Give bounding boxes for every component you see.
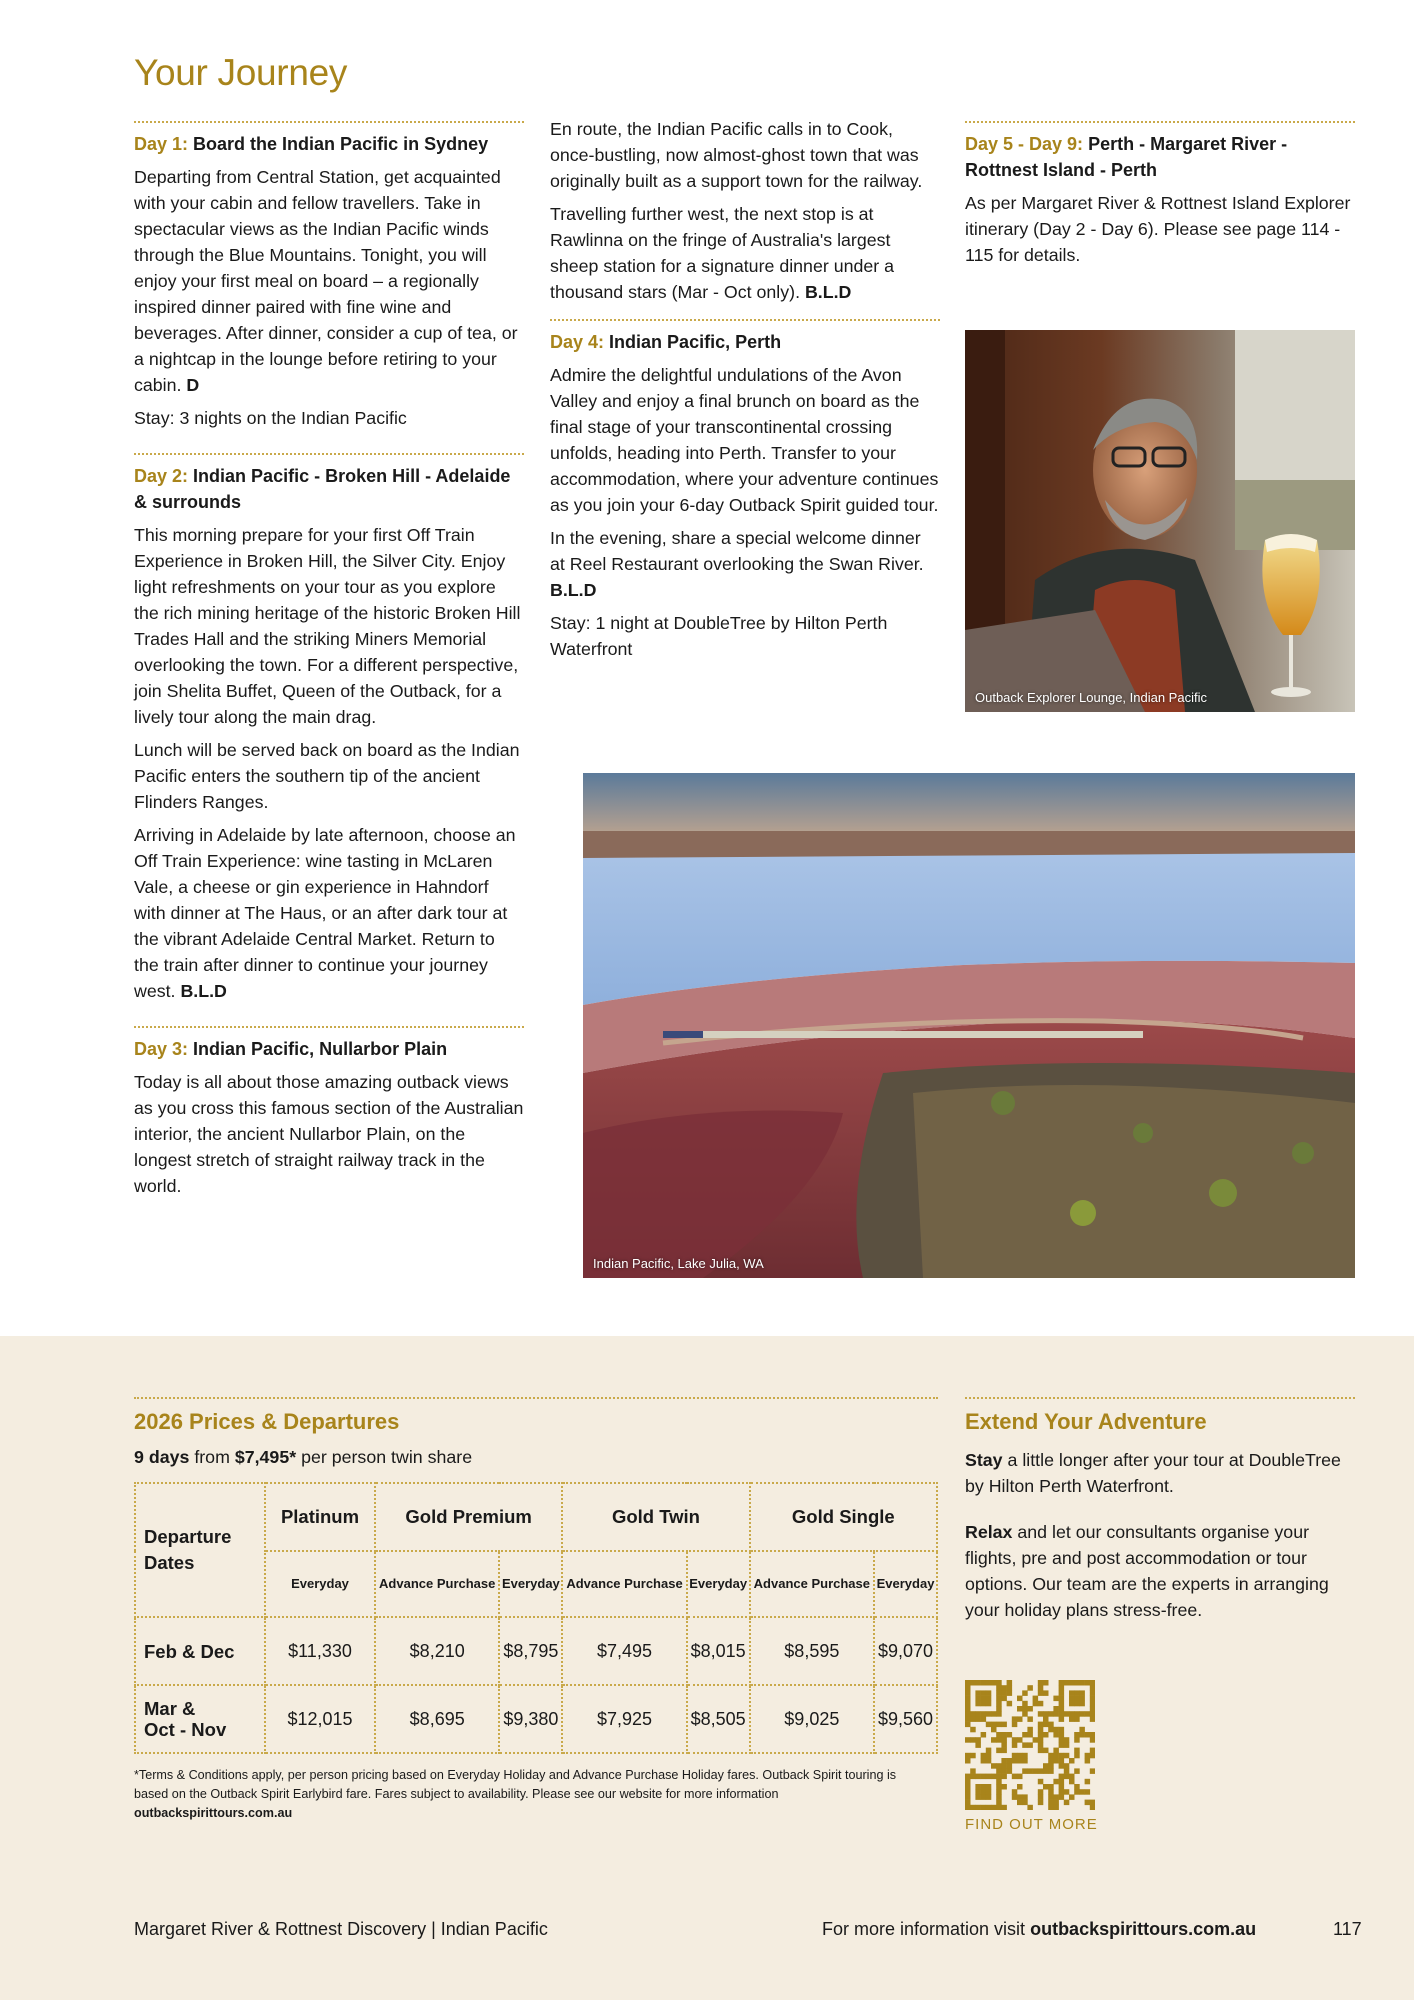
day-3-continued (550, 116, 940, 305)
day-4-paragraph-2: In the evening, share a special welcome dinner at Reel Restaurant overlooking the Swan River. B.L.D (550, 528, 924, 600)
day-5-9-text: As per Margaret River & Rottnest Island Explorer itinerary (Day 2 - Day 6). Please see page 114 - 115 for details. (965, 193, 1351, 265)
price-cell: $9,025 (750, 1685, 874, 1753)
gold-twin-everyday: Everyday (687, 1551, 750, 1617)
find-out-more-link[interactable]: FIND OUT MORE (965, 1816, 1098, 1833)
price-cell: $8,695 (375, 1685, 499, 1753)
terms-fine-print: *Terms & Conditions apply, per person pricing based on Everyday Holiday and Advance Purchase Holiday fares. Outback Spirit touring is based on the Outback Spirit Earlybird fare. Fares subject to availability. Please see our website for more information outbackspirittours.com.au (134, 1768, 897, 1820)
lounge-photo-caption: Outback Explorer Lounge, Indian Pacific (975, 690, 1207, 705)
day-1-heading (134, 131, 524, 157)
day-2-paragraph-3: Arriving in Adelaide by late afternoon, choose an Off Train Experience: wine tasting in McLaren Vale, a cheese or gin experience in Hahndorf with dinner at The Haus, or an after dark tour at the vibrant Adelaide Central Market. Return to the train after dinner to continue your journey west. B.L.D (134, 825, 516, 1001)
extend-relax: Relax and let our consultants organise your flights, pre and post accommodation or tour options. Our team are the experts in arranging your holiday plans stress-free. (965, 1522, 1329, 1620)
day-4-stay: Stay: 1 night at DoubleTree by Hilton Perth Waterfront (550, 613, 888, 659)
gold-premium-everyday: Everyday (499, 1551, 562, 1617)
lounge-photo-image (965, 330, 1355, 712)
itinerary-column-3 (965, 121, 1355, 290)
day-2-label: Day 2: (134, 466, 189, 486)
day-2 (134, 453, 524, 1004)
qr-code[interactable] (965, 1680, 1095, 1810)
class-platinum: Platinum (265, 1483, 375, 1551)
day-4-label: Day 4: (550, 332, 605, 352)
price-cell: $12,015 (265, 1685, 375, 1753)
day-2-paragraph-1: This morning prepare for your first Off Train Experience in Broken Hill, the Silver City. Enjoy light refreshments on your tour as you explore the rich mining heritage of the historic Broken Hill Trades Hall and the striking Miners Memorial overlooking the town. For a different perspective, join Shelita Buffet, Queen of the Outback, for a lively tour along the main drag. (134, 525, 521, 727)
table-row (135, 1617, 937, 1685)
qr-code-icon (965, 1680, 1095, 1810)
footer-url[interactable]: outbackspirittours.com.au (1030, 1919, 1257, 1939)
price-cell: $8,505 (687, 1685, 750, 1753)
class-gold-premium: Gold Premium (375, 1483, 562, 1551)
gold-twin-advance: Advance Purchase (562, 1551, 686, 1617)
lounge-photo (965, 330, 1355, 712)
gold-premium-advance: Advance Purchase (375, 1551, 499, 1617)
row-label: Mar & Oct - Nov (135, 1685, 265, 1753)
platinum-everyday: Everyday (265, 1551, 375, 1617)
page-title: Your Journey (134, 52, 348, 93)
row-label: Feb & Dec (135, 1617, 265, 1685)
day-3 (134, 1026, 524, 1199)
terms-url[interactable]: outbackspirittours.com.au (134, 1806, 293, 1820)
lake-photo (583, 773, 1355, 1278)
itinerary-column-1 (134, 121, 524, 1221)
price-cell: $7,925 (562, 1685, 686, 1753)
day-1-label: Day 1: (134, 134, 189, 154)
day-2-meals: B.L.D (180, 981, 227, 1001)
prices-summary: 9 days from $7,495* per person twin share (134, 1447, 473, 1467)
day-4-paragraph-1: Admire the delightful undulations of the Avon Valley and enjoy a final brunch on board as the final stage of your transcontinental crossing unfolds, heading into Perth. Transfer to your accommodation, where your adventure continues as you join your 6-day Outback Spirit guided tour. (550, 365, 939, 515)
lake-photo-caption: Indian Pacific, Lake Julia, WA (593, 1256, 764, 1271)
day-2-title: Indian Pacific - Broken Hill - Adelaide & surrounds (134, 466, 511, 512)
day-3-meals: B.L.D (804, 282, 852, 302)
extend-stay: Stay a little longer after your tour at DoubleTree by Hilton Perth Waterfront. (965, 1450, 1341, 1496)
day-4 (550, 319, 940, 662)
price-cell: $9,380 (499, 1685, 562, 1753)
day-3-heading (134, 1036, 524, 1062)
extend-title: Extend Your Adventure (965, 1409, 1207, 1434)
day-2-paragraph-2: Lunch will be served back on board as the Indian Pacific enters the southern tip of the ancient Flinders Ranges. (134, 740, 520, 812)
day-3-paragraph-3: Travelling further west, the next stop is at Rawlinna on the fringe of Australia's largest sheep station for a signature dinner under a thousand stars (Mar - Oct only). B.L.D (550, 204, 894, 302)
day-1-meals: D (186, 375, 200, 395)
lake-photo-image (583, 773, 1355, 1278)
day-1-title: Board the Indian Pacific in Sydney (193, 134, 489, 154)
day-4-meals: B.L.D (550, 580, 597, 600)
table-row (135, 1685, 937, 1753)
table-header-row (135, 1483, 937, 1551)
day-5-9 (965, 121, 1355, 268)
price-cell: $11,330 (265, 1617, 375, 1685)
class-gold-twin: Gold Twin (562, 1483, 749, 1551)
day-1 (134, 121, 524, 431)
day-3-paragraph-2: En route, the Indian Pacific calls in to Cook, once-bustling, now almost-ghost town that was originally built as a support town for the railway. (550, 119, 923, 191)
day-1-stay: Stay: 3 nights on the Indian Pacific (134, 408, 407, 428)
day-5-9-title: Perth - Margaret River - Rottnest Island - Perth (965, 134, 1288, 180)
prices-table (134, 1482, 938, 1754)
price-cell: $8,595 (750, 1617, 874, 1685)
extend-section (965, 1397, 1355, 1643)
price-cell: $8,210 (375, 1617, 499, 1685)
day-1-text: Departing from Central Station, get acquainted with your cabin and fellow travellers. Take in spectacular views as the Indian Pacific winds through the Blue Mountains. Tonight, you will enjoy your first meal on board – a regionally inspired dinner paired with fine wine and beverages. After dinner, consider a cup of tea, or a nightcap in the lounge before retiring to your cabin. D (134, 167, 518, 395)
day-3-title: Indian Pacific, Nullarbor Plain (193, 1039, 448, 1059)
departure-dates-header: Departure Dates (135, 1483, 265, 1617)
day-2-heading (134, 463, 524, 515)
prices-from-value: $7,495* (234, 1447, 297, 1467)
gold-single-advance: Advance Purchase (750, 1551, 874, 1617)
day-4-heading (550, 329, 940, 355)
day-5-9-heading (965, 131, 1355, 183)
day-4-title: Indian Pacific, Perth (609, 332, 782, 352)
page-number: 117 (1333, 1919, 1362, 1939)
price-cell: $9,560 (874, 1685, 937, 1753)
price-cell: $7,495 (562, 1617, 686, 1685)
prices-duration: 9 days (134, 1447, 190, 1467)
price-cell: $9,070 (874, 1617, 937, 1685)
price-cell: $8,795 (499, 1617, 562, 1685)
footer-section-title: Margaret River & Rottnest Discovery | Indian Pacific (134, 1919, 548, 1939)
prices-section (134, 1397, 938, 1823)
footer-more-info: For more information visit outbackspirittours.com.au (822, 1919, 1257, 1939)
day-3-label: Day 3: (134, 1039, 189, 1059)
price-cell: $8,015 (687, 1617, 750, 1685)
day-3-text: Today is all about those amazing outback views as you cross this famous section of the Australian interior, the ancient Nullarbor Plain, on the longest stretch of straight railway track in the world. (134, 1072, 524, 1196)
gold-single-everyday: Everyday (874, 1551, 937, 1617)
itinerary-column-2 (550, 116, 940, 684)
prices-title: 2026 Prices & Departures (134, 1409, 400, 1434)
class-gold-single: Gold Single (750, 1483, 937, 1551)
day-5-9-label: Day 5 - Day 9: (965, 134, 1084, 154)
